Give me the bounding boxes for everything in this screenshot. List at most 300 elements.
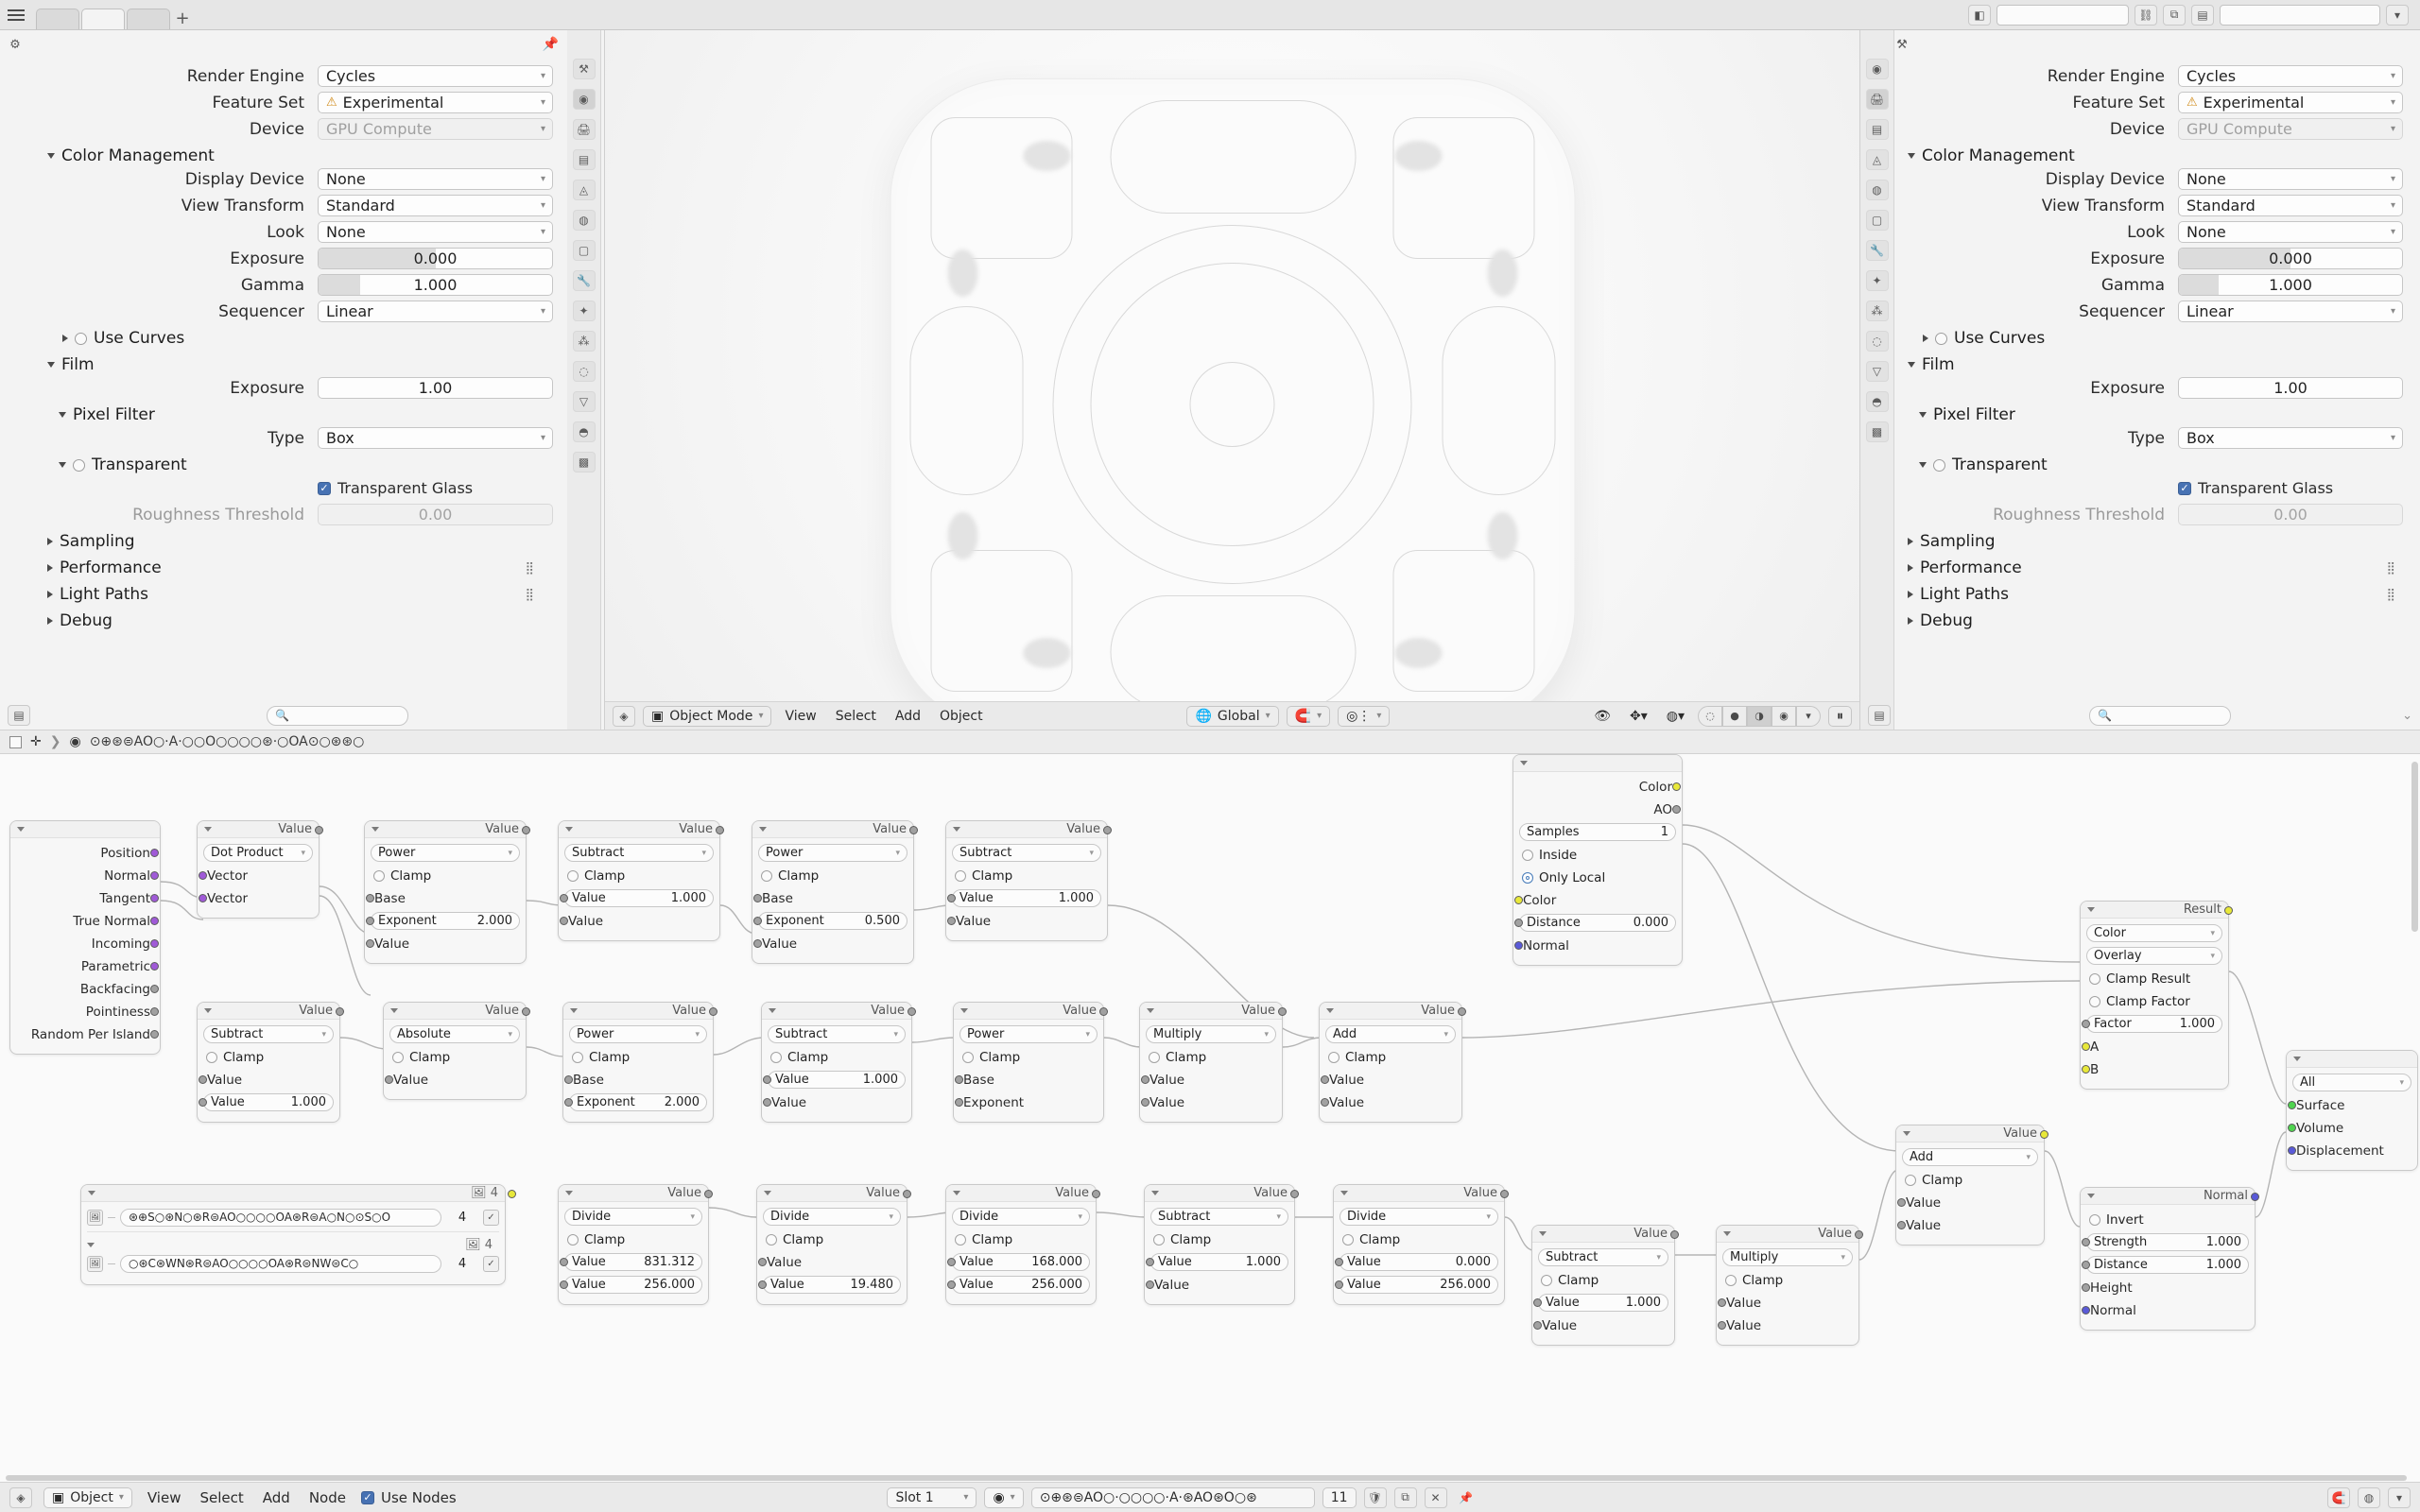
operation-dropdown[interactable]: Add ▾ [1902,1147,2038,1167]
input-value[interactable]: Value [389,1070,520,1090]
input-value-2[interactable]: Value [768,1092,906,1112]
transparent-checkbox[interactable] [73,459,85,472]
collapse-icon[interactable]: ⌄ [2402,708,2412,723]
node-math-subtract-2[interactable] [945,820,1108,941]
filter-type-dropdown-r[interactable] [2178,427,2403,449]
material-browse-icon[interactable]: ◉ ▾ [984,1487,1023,1508]
fake-user-icon[interactable]: 🛡 [1364,1487,1387,1508]
hamburger-icon[interactable] [0,1,32,29]
properties-search-input[interactable] [267,706,408,726]
tab-physics-r[interactable]: ◌ [1866,331,1889,352]
input-displacement[interactable]: Displacement [2292,1141,2411,1160]
gamma-slider[interactable] [318,274,553,296]
image-name-1[interactable]: ⊛⊕S○⊛N○⊛R⊜AO○○○○OA⊛R⊜A○N○⊙S○O [120,1209,441,1227]
menu-select[interactable]: Select [199,1488,244,1506]
clamp-toggle[interactable]: Clamp [763,1229,901,1249]
tab-constraints-r[interactable]: ▽ [1866,361,1889,382]
scene-icon[interactable]: ◧ [1968,5,1991,26]
input-b[interactable]: B [2086,1059,2222,1079]
operation-dropdown[interactable]: Divide ▾ [763,1207,901,1227]
operation-dropdown[interactable]: Divide ▾ [564,1207,702,1227]
node-header[interactable]: Value [954,1003,1103,1020]
input-value-1[interactable]: Value 1.000 [1538,1293,1668,1313]
input-exponent[interactable]: Exponent 2.000 [569,1092,707,1112]
socket-normal[interactable]: Normal [16,866,154,885]
node-header[interactable]: Value [1717,1226,1858,1243]
node-math-multiply-2[interactable] [1716,1225,1859,1346]
input-volume[interactable]: Volume [2292,1118,2411,1138]
operation-dropdown[interactable]: Subtract ▾ [564,843,714,863]
sequencer-dropdown-r[interactable] [2178,301,2403,322]
operation-dropdown[interactable]: Multiply ▾ [1146,1024,1276,1044]
node-header[interactable]: Value [365,821,526,838]
only-local-toggle[interactable]: Only Local [1519,868,1676,887]
tab-view-layer[interactable]: ▤ [573,149,596,170]
feature-set-dropdown-r[interactable] [2178,92,2403,113]
light-paths-section-r[interactable] [1894,583,2403,606]
tab-output[interactable]: 🖨 [573,119,596,140]
viewport-canvas[interactable] [605,30,1859,730]
input-value-1[interactable]: Value 1.000 [768,1070,906,1090]
input-value-1[interactable]: Value 0.000 [1340,1252,1498,1272]
material-name-field[interactable] [1031,1487,1315,1508]
snap-icon[interactable]: 🧲 ▾ [1287,706,1330,727]
operation-dropdown[interactable]: Power ▾ [959,1024,1098,1044]
copy-icon[interactable]: ⧉ [2163,5,2186,26]
image-name-2[interactable]: ○⊛C⊛WN⊛R⊜AO○○○○OA⊛R⊜NW⊜C○ [120,1255,441,1273]
scene-field[interactable] [1996,5,2129,26]
film-exposure-field-r[interactable]: 1.00 [2178,377,2403,399]
shader-node-editor[interactable] [0,754,2420,1482]
node-math-absolute[interactable] [383,1002,527,1100]
look-dropdown[interactable] [318,221,553,243]
light-paths-menu-icon-r[interactable]: ⣿ [2386,587,2395,602]
input-vector-2[interactable]: Vector [203,888,313,908]
node-header[interactable]: Value [563,1003,713,1020]
render-engine-dropdown-r[interactable] [2178,65,2403,87]
node-header[interactable]: Value [946,1185,1096,1202]
input-distance[interactable]: Distance 1.000 [2086,1255,2249,1275]
clamp-toggle[interactable]: Clamp [1902,1170,2038,1190]
operation-dropdown[interactable]: Subtract ▾ [1150,1207,1288,1227]
node-header[interactable]: Value [757,1185,907,1202]
image-users-1[interactable]: 4 [458,1210,467,1225]
operation-dropdown[interactable]: Divide ▾ [1340,1207,1498,1227]
clamp-toggle[interactable]: Clamp [1340,1229,1498,1249]
tab-output-r[interactable]: 🖨 [1866,89,1889,110]
shading-material-preview[interactable]: ◑ [1747,706,1772,727]
unlink-icon[interactable]: ✕ [1425,1487,1447,1508]
node-editor-scrollbar[interactable] [2411,762,2418,932]
input-value-2[interactable]: Value 256.000 [1340,1275,1498,1295]
input-exponent[interactable]: Exponent 0.500 [758,911,908,931]
workspace-tabs[interactable] [36,1,193,29]
input-value-1[interactable]: Value [1722,1293,1853,1313]
material-users-count[interactable]: 11 [1322,1487,1357,1508]
input-value-2[interactable]: Value [1538,1315,1668,1335]
editor-type-icon[interactable]: ◈ [613,706,635,727]
clamp-result-toggle[interactable]: Clamp Result [2086,969,2222,988]
socket-random-per-island[interactable]: Random Per Island [16,1024,154,1044]
feature-set-dropdown[interactable] [318,92,553,113]
transparent-checkbox-r[interactable] [1933,459,1945,472]
input-value[interactable]: Value [758,934,908,954]
light-paths-menu-icon[interactable]: ⣿ [525,587,534,602]
color-management-section-r[interactable] [1894,145,2403,167]
input-base[interactable]: Base [569,1070,707,1090]
slot-dropdown[interactable]: Slot 1 ▾ [887,1487,977,1508]
node-math-subtract-5[interactable] [1144,1184,1295,1305]
input-height[interactable]: Height [2086,1278,2249,1297]
debug-section[interactable] [34,610,553,632]
film-exposure-field[interactable]: 1.00 [318,377,553,399]
node-header[interactable] [10,821,160,838]
input-value-2[interactable]: Value [1902,1215,2038,1235]
input-a[interactable]: A [2086,1037,2222,1057]
operation-dropdown[interactable]: Power ▾ [758,843,908,863]
input-value-2[interactable]: Value [1146,1092,1276,1112]
node-header[interactable]: Value [384,1003,526,1020]
node-header[interactable]: Value [1140,1003,1282,1020]
input-value[interactable]: Value [371,934,520,954]
input-value-1[interactable]: Value 168.000 [952,1252,1090,1272]
look-dropdown-r[interactable] [2178,221,2403,243]
node-geometry[interactable] [9,820,161,1055]
tab-modifier-r[interactable]: ✦ [1866,270,1889,291]
use-curves-section[interactable] [34,327,553,350]
input-value-2[interactable]: Value [1325,1092,1456,1112]
image-browse-icon[interactable]: 🖼 [87,1256,103,1272]
transparent-glass-checkbox[interactable]: ✓ [318,482,331,495]
clamp-toggle[interactable]: Clamp [1146,1047,1276,1067]
tab-scene-r[interactable]: ◬ [1866,149,1889,170]
node-material-output[interactable] [2286,1050,2418,1171]
device-dropdown[interactable] [318,118,553,140]
node-header[interactable]: Value [1320,1003,1461,1020]
sequencer-dropdown[interactable] [318,301,553,322]
input-normal[interactable]: Normal [2086,1300,2249,1320]
roughness-threshold-field[interactable]: 0.00 [318,504,553,525]
transparent-glass-checkbox-r[interactable]: ✓ [2178,482,2191,495]
new-material-icon[interactable]: ⧉ [1394,1487,1417,1508]
input-value-1[interactable]: Value [1902,1193,2038,1212]
inside-toggle[interactable]: Inside [1519,845,1676,865]
node-header[interactable]: Value [559,1185,708,1202]
input-surface[interactable]: Surface [2292,1095,2411,1115]
clamp-toggle[interactable]: Clamp [959,1047,1098,1067]
clamp-toggle[interactable]: Clamp [758,866,908,885]
output-ao[interactable]: AO [1519,799,1676,819]
input-strength[interactable]: Strength 1.000 [2086,1232,2249,1252]
tab-tool[interactable]: ⚒ [573,59,596,79]
pin-icon[interactable]: 📌 [1459,1490,1473,1504]
shading-solid[interactable]: ● [1722,706,1747,727]
tab-object-r[interactable]: 🔧 [1866,240,1889,261]
tab-material[interactable]: ▩ [573,452,596,472]
tab-data-r[interactable]: ◓ [1866,391,1889,412]
3d-viewport[interactable] [605,30,1859,730]
tab-world-r[interactable]: ◍ [1866,180,1889,200]
input-value-2[interactable]: Value 19.480 [763,1275,901,1295]
input-vector-1[interactable]: Vector [203,866,313,885]
input-value-2[interactable]: Value [564,911,714,931]
use-curves-checkbox[interactable] [75,333,87,345]
node-math-divide-2[interactable] [756,1184,908,1305]
tab-particles[interactable]: ⁂ [573,331,596,352]
transform-orientation-dropdown[interactable]: 🌐 Global ▾ [1186,706,1278,727]
gamma-slider-r[interactable] [2178,274,2403,296]
input-value-1[interactable]: Value 1.000 [952,888,1101,908]
menu-view[interactable]: View [147,1488,182,1506]
clamp-toggle[interactable]: Clamp [1150,1229,1288,1249]
snap-icon[interactable]: 🧲 [2327,1487,2350,1508]
transparent-section[interactable] [34,454,553,476]
viewlayer-icon[interactable]: ▤ [2191,5,2214,26]
node-header[interactable] [1513,755,1682,772]
operation-dropdown[interactable]: Power ▾ [569,1024,707,1044]
editor-type-icon[interactable]: ◈ [9,1487,32,1508]
operation-dropdown[interactable]: Power ▾ [371,843,520,863]
pause-icon[interactable]: ⏸ [1828,706,1852,727]
input-value-1[interactable]: Value [1146,1070,1276,1090]
display-device-dropdown-r[interactable] [2178,168,2403,190]
clamp-toggle[interactable]: Clamp [952,1229,1090,1249]
performance-section[interactable] [34,557,553,579]
menu-select[interactable]: Select [835,708,876,724]
input-value-1[interactable]: Value 1.000 [564,888,714,908]
node-vector-math-dot-product[interactable] [197,820,320,919]
visibility-icon[interactable]: 👁 [1594,708,1611,724]
filter-type-dropdown[interactable] [318,427,553,449]
exposure-slider-r[interactable] [2178,248,2403,269]
menu-view[interactable]: View [785,708,817,724]
input-base[interactable]: Base [959,1070,1098,1090]
node-image-texture-group[interactable] [80,1184,506,1285]
node-header[interactable]: Value [198,1003,339,1020]
pixel-filter-section-r[interactable] [1894,404,2403,426]
shading-rendered[interactable]: ◉ [1772,706,1796,727]
operation-dropdown[interactable]: Dot Product ▾ [203,843,313,863]
mode-dropdown[interactable]: ▣ Object Mode ▾ [643,706,771,727]
input-value-2[interactable]: Value 256.000 [952,1275,1090,1295]
target-dropdown[interactable]: All ▾ [2292,1073,2411,1092]
node-header[interactable]: Value [946,821,1107,838]
shading-mode-buttons[interactable] [1698,706,1821,727]
pin-icon[interactable]: 📌 [542,37,559,52]
exposure-slider[interactable] [318,248,553,269]
node-header[interactable]: Normal [2081,1188,2255,1205]
operation-dropdown[interactable]: Subtract ▾ [768,1024,906,1044]
tab-material-r[interactable]: ▩ [1866,421,1889,442]
node-math-divide-4[interactable] [1333,1184,1505,1305]
node-math-add-2[interactable] [1895,1125,2045,1246]
input-color[interactable]: Color [1519,890,1676,910]
socket-true-normal[interactable]: True Normal [16,911,154,931]
sampling-section[interactable] [34,530,553,553]
tab-view-layer-r[interactable]: ▤ [1866,119,1889,140]
menu-object[interactable]: Object [940,708,983,724]
node-header[interactable]: Value [752,821,913,838]
clamp-toggle[interactable]: Clamp [768,1047,906,1067]
view-transform-dropdown-r[interactable] [2178,195,2403,216]
node-header[interactable]: Value [559,821,719,838]
node-math-subtract-6[interactable] [1531,1225,1675,1346]
view-layer-field[interactable] [2220,5,2380,26]
use-curves-checkbox-r[interactable] [1935,333,1947,345]
operation-dropdown[interactable]: Subtract ▾ [203,1024,334,1044]
properties-search-input-r[interactable] [2089,706,2231,726]
image-texture-row-1[interactable] [87,1207,499,1228]
tab-constraints[interactable]: ▽ [573,391,596,412]
input-value-1[interactable]: Value [763,1252,901,1272]
operation-dropdown[interactable]: Subtract ▾ [1538,1247,1668,1267]
socket-incoming[interactable]: Incoming [16,934,154,954]
blend-mode-dropdown-2[interactable]: Overlay ▾ [2086,946,2222,966]
add-workspace-button[interactable]: + [175,9,190,28]
overlays-icon[interactable]: ◍ [2358,1487,2380,1508]
node-header[interactable]: Value [198,821,319,838]
clamp-toggle[interactable]: Clamp [1538,1270,1668,1290]
view-transform-dropdown[interactable] [318,195,553,216]
operation-dropdown[interactable]: Add ▾ [1325,1024,1456,1044]
input-factor[interactable]: Factor 1.000 [2086,1014,2222,1034]
options-icon[interactable]: ▾ [2388,1487,2411,1508]
sampling-section-r[interactable] [1894,530,2403,553]
clamp-toggle[interactable]: Clamp [1722,1270,1853,1290]
shading-wireframe[interactable]: ◌ [1698,706,1722,727]
image-users-2[interactable]: 4 [458,1256,467,1271]
node-math-add-1[interactable] [1319,1002,1462,1123]
socket-parametric[interactable]: Parametric [16,956,154,976]
node-header[interactable]: Value [1896,1125,2044,1143]
tab-world[interactable]: ◍ [573,210,596,231]
input-normal[interactable]: Normal [1519,936,1676,955]
clamp-toggle[interactable]: Clamp [952,866,1101,885]
tab-particles-r[interactable]: ⁂ [1866,301,1889,321]
input-value-1[interactable]: Value 831.312 [564,1252,702,1272]
node-bump[interactable] [2080,1187,2256,1331]
blend-mode-dropdown-1[interactable]: Color ▾ [2086,923,2222,943]
use-curves-section-r[interactable] [1894,327,2403,350]
node-ambient-occlusion[interactable] [1512,754,1683,966]
film-section[interactable] [34,353,553,376]
fake-user-icon[interactable]: ✓ [483,1210,499,1226]
clamp-toggle[interactable]: Clamp [371,866,520,885]
tab-modifier[interactable]: ✦ [573,301,596,321]
menu-add[interactable]: Add [894,708,922,724]
input-value-2[interactable]: Value 256.000 [564,1275,702,1295]
input-value-2[interactable]: Value 1.000 [203,1092,334,1112]
render-engine-dropdown[interactable] [318,65,553,87]
menu-node[interactable]: Node [308,1488,346,1506]
use-nodes-checkbox[interactable]: ✓ [361,1491,374,1504]
editor-type-icon[interactable]: ▤ [8,705,30,726]
node-math-power-4[interactable] [953,1002,1104,1123]
editor-type-icon[interactable]: ⚙ [9,37,21,52]
roughness-threshold-field-r[interactable]: 0.00 [2178,504,2403,525]
node-math-divide-1[interactable] [558,1184,709,1305]
node-header[interactable]: Value [1334,1185,1504,1202]
node-math-subtract-3[interactable] [197,1002,340,1123]
tool-icon[interactable]: ⚒ [1896,37,1908,52]
debug-section-r[interactable] [1894,610,2403,632]
node-header[interactable]: 🖼 4 [81,1185,505,1202]
gizmo-icon[interactable]: ✥▾ [1629,708,1648,724]
node-math-multiply-1[interactable] [1139,1002,1283,1123]
clamp-toggle[interactable]: Clamp [564,1229,702,1249]
tab-data[interactable]: ◓ [573,421,596,442]
input-value-1[interactable]: Value [1325,1070,1456,1090]
display-device-dropdown[interactable] [318,168,553,190]
socket-pointiness[interactable]: Pointiness [16,1002,154,1022]
fake-user-icon[interactable]: ✓ [483,1256,499,1272]
input-distance[interactable]: Distance 0.000 [1519,913,1676,933]
input-base[interactable]: Base [371,888,520,908]
workspace-tab-2[interactable] [81,9,125,29]
socket-tangent[interactable]: Tangent [16,888,154,908]
light-paths-section[interactable] [34,583,553,606]
tab-object[interactable]: 🔧 [573,270,596,291]
node-math-power-3[interactable] [562,1002,714,1123]
overlays-icon[interactable]: ◍▾ [1666,708,1685,724]
samples-field[interactable]: Samples 1 [1519,822,1676,842]
node-header[interactable]: Value [1532,1226,1674,1243]
workspace-tab-1[interactable] [36,9,79,29]
clamp-toggle[interactable]: Clamp [569,1047,707,1067]
proportional-edit-icon[interactable]: ◎⋮ ▾ [1338,706,1390,727]
clamp-factor-toggle[interactable]: Clamp Factor [2086,991,2222,1011]
socket-backfacing[interactable]: Backfacing [16,979,154,999]
tab-render-r[interactable]: ◉ [1866,59,1889,79]
input-value-1[interactable]: Value 1.000 [1150,1252,1288,1272]
node-math-divide-3[interactable] [945,1184,1097,1305]
input-value-1[interactable]: Value [203,1070,334,1090]
input-exponent[interactable]: Exponent [959,1092,1098,1112]
node-header[interactable]: Result [2081,902,2228,919]
use-nodes-toggle[interactable] [361,1489,457,1506]
clamp-toggle[interactable]: Clamp [1325,1047,1456,1067]
tab-physics[interactable]: ◌ [573,361,596,382]
add-icon[interactable]: ✛ [30,734,42,749]
operation-dropdown[interactable]: Subtract ▾ [952,843,1101,863]
performance-section-r[interactable] [1894,557,2403,579]
film-section-r[interactable] [1894,353,2403,376]
node-editor-hscrollbar[interactable] [0,1474,2420,1482]
operation-dropdown[interactable]: Divide ▾ [952,1207,1090,1227]
image-texture-row-2[interactable] [87,1253,499,1274]
viewlayer-options-icon[interactable]: ▾ [2386,5,2409,26]
node-mix-rgb-overlay[interactable] [2080,901,2229,1090]
invert-toggle[interactable]: Invert [2086,1210,2249,1229]
node-math-subtract-1[interactable] [558,820,720,941]
input-value-2[interactable]: Value [1722,1315,1853,1335]
node-header[interactable]: Value [1145,1185,1294,1202]
input-value-2[interactable]: Value [952,911,1101,931]
tab-render[interactable]: ◉ [573,89,596,110]
tab-scene[interactable]: ◬ [573,180,596,200]
transparent-section-r[interactable] [1894,454,2403,476]
node-math-power-2[interactable] [752,820,914,964]
menu-add[interactable]: Add [262,1488,290,1506]
node-header[interactable] [2287,1051,2417,1068]
performance-menu-icon[interactable]: ⣿ [525,560,534,576]
editor-type-icon[interactable] [9,736,22,748]
link-icon[interactable]: ⛓ [2135,5,2157,26]
clamp-toggle[interactable]: Clamp [203,1047,334,1067]
node-math-power-1[interactable] [364,820,527,964]
workspace-tab-3[interactable] [127,9,170,29]
pixel-filter-section[interactable] [34,404,553,426]
